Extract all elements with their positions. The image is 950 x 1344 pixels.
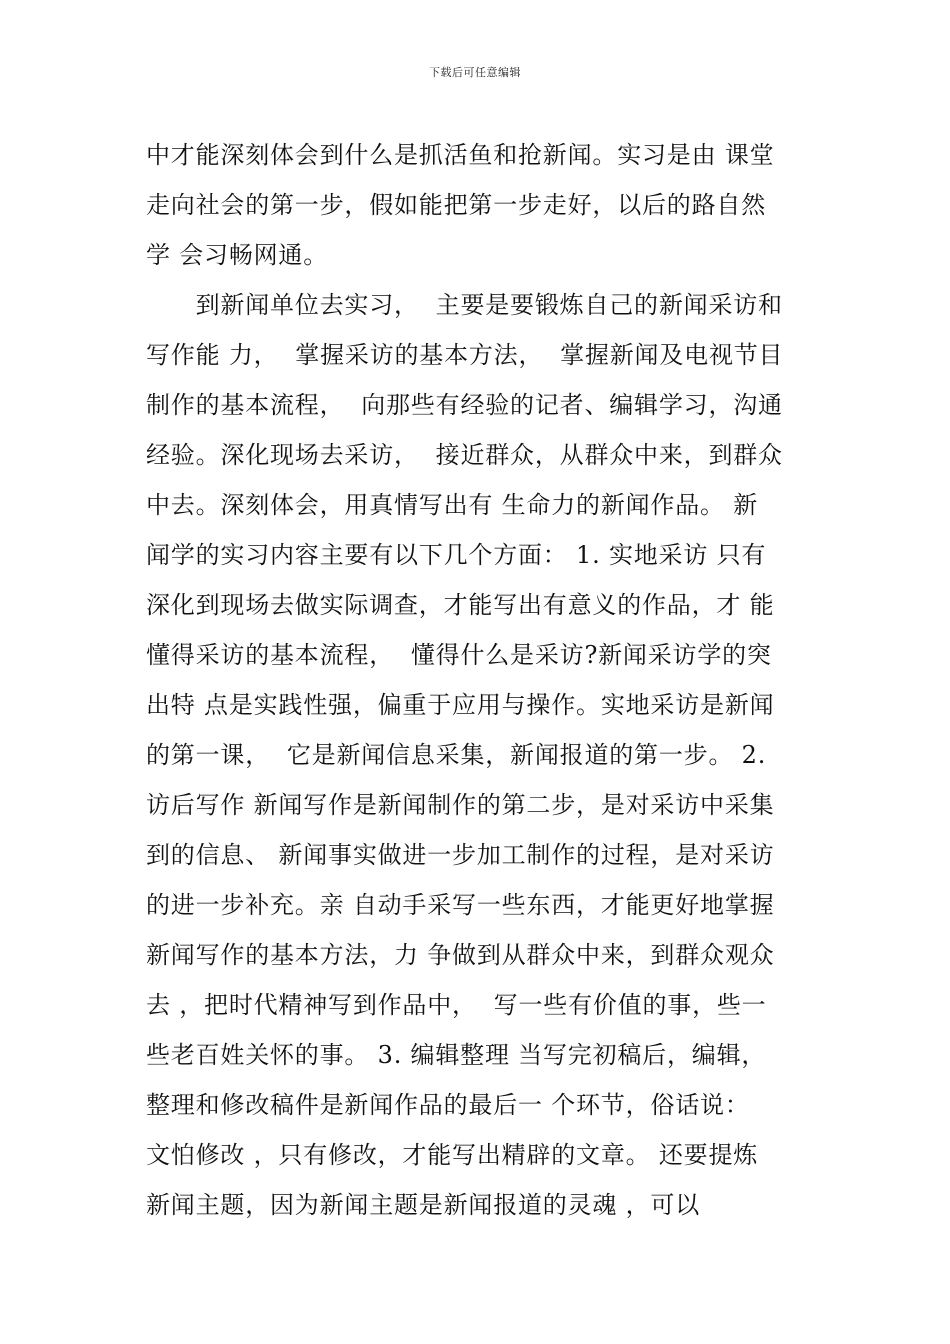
text-line: 闻学的实习内容主要有以下几个方面： 1. 实地采访 只有 [146, 541, 767, 569]
page-header: 下载后可任意编辑 [429, 66, 521, 79]
text-line: 出特 点是实践性强，偏重于应用与操作。实地采访是新闻 [146, 691, 775, 719]
text-line: 新闻写作的基本方法，力 争做到从群众中来，到群众观众 [146, 941, 775, 969]
text-line: 新闻主题，因为新闻主题是新闻报道的灵魂 ，可以 [146, 1191, 701, 1219]
text-line: 整理和修改稿件是新闻作品的最后一 个环节，俗话说： [146, 1091, 750, 1119]
text-line: 的第一课， 它是新闻信息采集，新闻报道的第一步。 2. [146, 741, 767, 769]
text-line: 访后写作 新闻写作是新闻制作的第二步，是对采访中采集 [146, 791, 775, 819]
text-line: 的进一步补充。亲 自动手采写一些东西，才能更好地掌握 [146, 891, 775, 919]
text-line: 去 ，把时代精神写到作品中， 写一些有价值的事，些一 [146, 991, 767, 1019]
text-line: 到的信息、 新闻事实做进一步加工制作的过程，是对采访 [146, 841, 775, 869]
text-line: 学 会习畅网通。 [146, 241, 329, 269]
text-line: 到新闻单位去实习， 主要是要锻炼自己的新闻采访和 [146, 291, 783, 319]
text-line: 文怕修改 ，只有修改，才能写出精辟的文章。 还要提炼 [146, 1141, 759, 1169]
document-body [146, 130, 811, 1230]
text-line: 中去。深刻体会，用真情写出有 生命力的新闻作品。 新 [146, 491, 759, 519]
text-line: 些老百姓关怀的事。 3. 编辑整理 当写完初稿后，编辑， [146, 1041, 767, 1069]
text-line: 走向社会的第一步，假如能把第一步走好，以后的路自然 [146, 191, 766, 219]
text-line: 中才能深刻体会到什么是抓活鱼和抢新闻。实习是由 课堂 [146, 141, 775, 169]
text-line: 深化到现场去做实际调查，才能写出有意义的作品，才 能 [146, 591, 775, 619]
text-line: 制作的基本流程， 向那些有经验的记者、编辑学习，沟通 [146, 391, 783, 419]
text-line: 经验。深化现场去采访， 接近群众，从群众中来，到群众 [146, 441, 783, 469]
text-line: 懂得采访的基本流程， 懂得什么是采访?新闻采访学的突 [146, 641, 772, 669]
text-line: 写作能 力， 掌握采访的基本方法， 掌握新闻及电视节目 [146, 341, 784, 369]
